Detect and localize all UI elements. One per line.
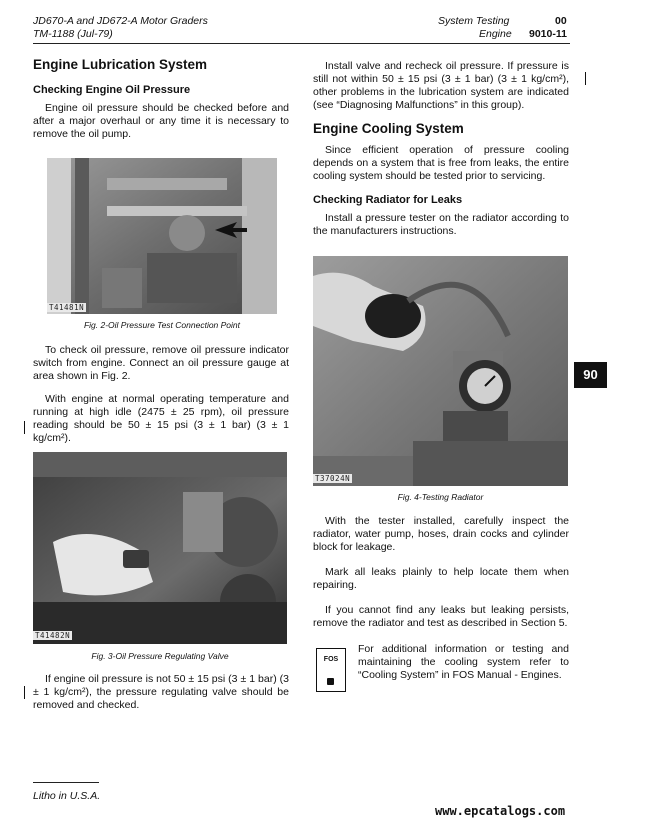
fos-icon-dot xyxy=(327,678,334,685)
header-group-label: Engine xyxy=(479,28,512,40)
oil-pressure-spec-text: With engine at normal operating temperature and running at high idle (2475 ± 25 rpm), oil pressure reading should be 50 ± 15 psi (3 ± 1 bar) (3 ± 1 kg/cm²). xyxy=(33,393,289,444)
recheck-oil-pressure-text: Install valve and recheck oil pressure. If pressure is still not within 50 ± 15 psi (3 ± 1 bar) (3 ± 1 kg/cm²), other problems in the lubrication system are indicated (see “Diagnosing Malfunctions” in this group). xyxy=(313,60,569,111)
footer-website: www.epcatalogs.com xyxy=(435,804,566,818)
inspect-leakage-text: With the tester installed, carefully inspect the radiator, water pump, hoses, drain cocks and cylinder block for leakage. xyxy=(313,515,569,553)
header-section-number: 00 xyxy=(555,15,567,27)
header-system-label: System Testing xyxy=(438,15,510,27)
fos-manual-icon xyxy=(316,648,346,692)
fig2-photo-code: T41481N xyxy=(49,303,85,312)
fig4-caption: Fig. 4-Testing Radiator xyxy=(397,492,484,502)
radiator-leaks-subtitle: Checking Radiator for Leaks xyxy=(313,194,463,206)
oil-pressure-subtitle: Checking Engine Oil Pressure xyxy=(33,84,191,96)
header-rule xyxy=(33,43,570,44)
oil-pressure-intro-text: Engine oil pressure should be checked before and after a major overhaul or any time it is necessary to remove the oil pump. xyxy=(33,102,289,140)
lubrication-section-title: Engine Lubrication System xyxy=(33,57,208,72)
revision-bar-left-2 xyxy=(24,686,25,699)
section-tab-90: 90 xyxy=(574,362,607,388)
header-tm-number: TM-1188 (Jul-79) xyxy=(33,28,113,40)
fos-reference-text: For additional information or testing and maintaining the cooling system refer to “Cooling System” in FOS Manual - Engines. xyxy=(358,643,569,681)
fig4-testing-radiator-photo xyxy=(313,256,568,486)
cooling-intro-text: Since efficient operation of pressure cooling depends on a system that is free from leaks, the entire cooling system should be tested prior to servicing. xyxy=(313,144,569,182)
fig2-caption: Fig. 2-Oil Pressure Test Connection Point xyxy=(83,320,241,330)
regulating-valve-check-text: If engine oil pressure is not 50 ± 15 psi (3 ± 1 bar) (3 ± 1 kg/cm²), the pressure regulating valve should be removed and checked. xyxy=(33,673,289,711)
header-manual-title: JD670-A and JD672-A Motor Graders xyxy=(33,15,208,27)
pressure-tester-install-text: Install a pressure tester on the radiator according to the manufacturers instructions. xyxy=(313,212,569,237)
revision-bar-right-1 xyxy=(585,72,586,85)
fig3-photo-code: T41482N xyxy=(35,631,71,640)
footer-litho: Litho in U.S.A. xyxy=(33,790,101,802)
footer-rule xyxy=(33,782,99,783)
cooling-section-title: Engine Cooling System xyxy=(313,121,464,136)
mark-leaks-text: Mark all leaks plainly to help locate them when repairing. xyxy=(313,566,569,591)
oil-gauge-connect-text: To check oil pressure, remove oil pressure indicator switch from engine. Connect an oil pressure gauge at area shown in Fig. 2. xyxy=(33,344,289,382)
fig3-regulating-valve-photo xyxy=(33,452,287,644)
remove-radiator-text: If you cannot find any leaks but leaking persists, remove the radiator and test as described in Section 5. xyxy=(313,604,569,629)
fig3-caption: Fig. 3-Oil Pressure Regulating Valve xyxy=(91,651,229,661)
header-page-number: 9010-11 xyxy=(529,28,567,40)
fig2-oil-pressure-photo xyxy=(47,158,277,314)
fig4-photo-code: T37024N xyxy=(315,474,351,483)
revision-bar-left-1 xyxy=(24,421,25,434)
fos-icon-label: FOS xyxy=(323,656,339,663)
